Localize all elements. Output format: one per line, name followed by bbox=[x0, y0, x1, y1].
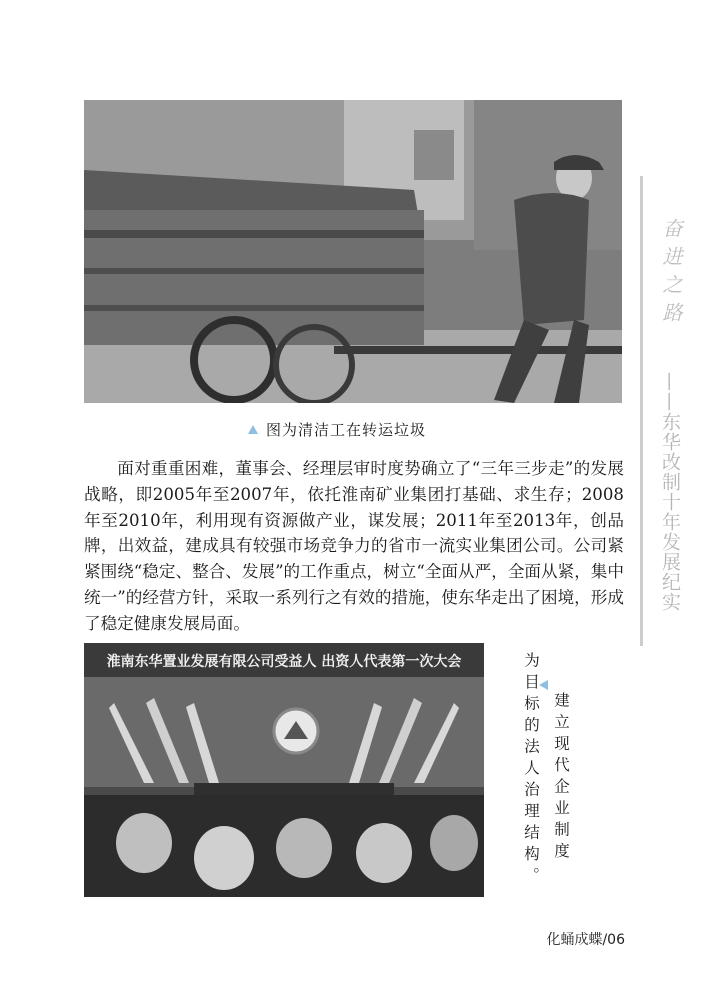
photo2-caption-line1: 建立现代企业制度 bbox=[552, 692, 570, 864]
meeting-photo bbox=[84, 643, 484, 897]
photo2-caption bbox=[512, 652, 572, 902]
paragraph-text: 面对重重困难，董事会、经理层审时度势确立了“三年三步走”的发展战略，即2005年至2007年，依托淮南矿业集团打基础、求生存；2008年至2010年，利用现有资源做产业，谋发展；2011年至2013年，创品牌，出效益，建成具有较强市场竞争力的省市一流实业集团公司。公司紧紧围绕“稳定、整合、发展”的工作重点，树立“全面从严，全面从紧，集中统一”的经营方针，采取一系列行之有效的措施，使东华走出了困境，形成了稳定健康发展局面。 bbox=[84, 459, 624, 633]
sidebar-subtitle: ——东华改制十年发展纪实 bbox=[659, 372, 681, 612]
photo1-caption-text: 图为清洁工在转运垃圾 bbox=[266, 420, 427, 439]
sidebar-divider bbox=[640, 176, 643, 646]
cleaner-cart-photo bbox=[84, 100, 622, 403]
sidebar-title: 奋进之路 bbox=[659, 218, 683, 330]
photo2-caption-line2: 为目标的法人治理结构。 bbox=[522, 652, 540, 889]
meeting-banner: 淮南东华置业发展有限公司受益人 出资人代表第一次大会 bbox=[106, 654, 462, 670]
page-folio: 化蛹成蝶/06 bbox=[546, 932, 625, 948]
main-paragraph bbox=[84, 456, 624, 637]
cleaner-cart-illustration bbox=[84, 100, 622, 403]
photo1-caption bbox=[248, 418, 426, 440]
triangle-up-icon bbox=[248, 425, 258, 434]
meeting-illustration bbox=[84, 643, 484, 897]
